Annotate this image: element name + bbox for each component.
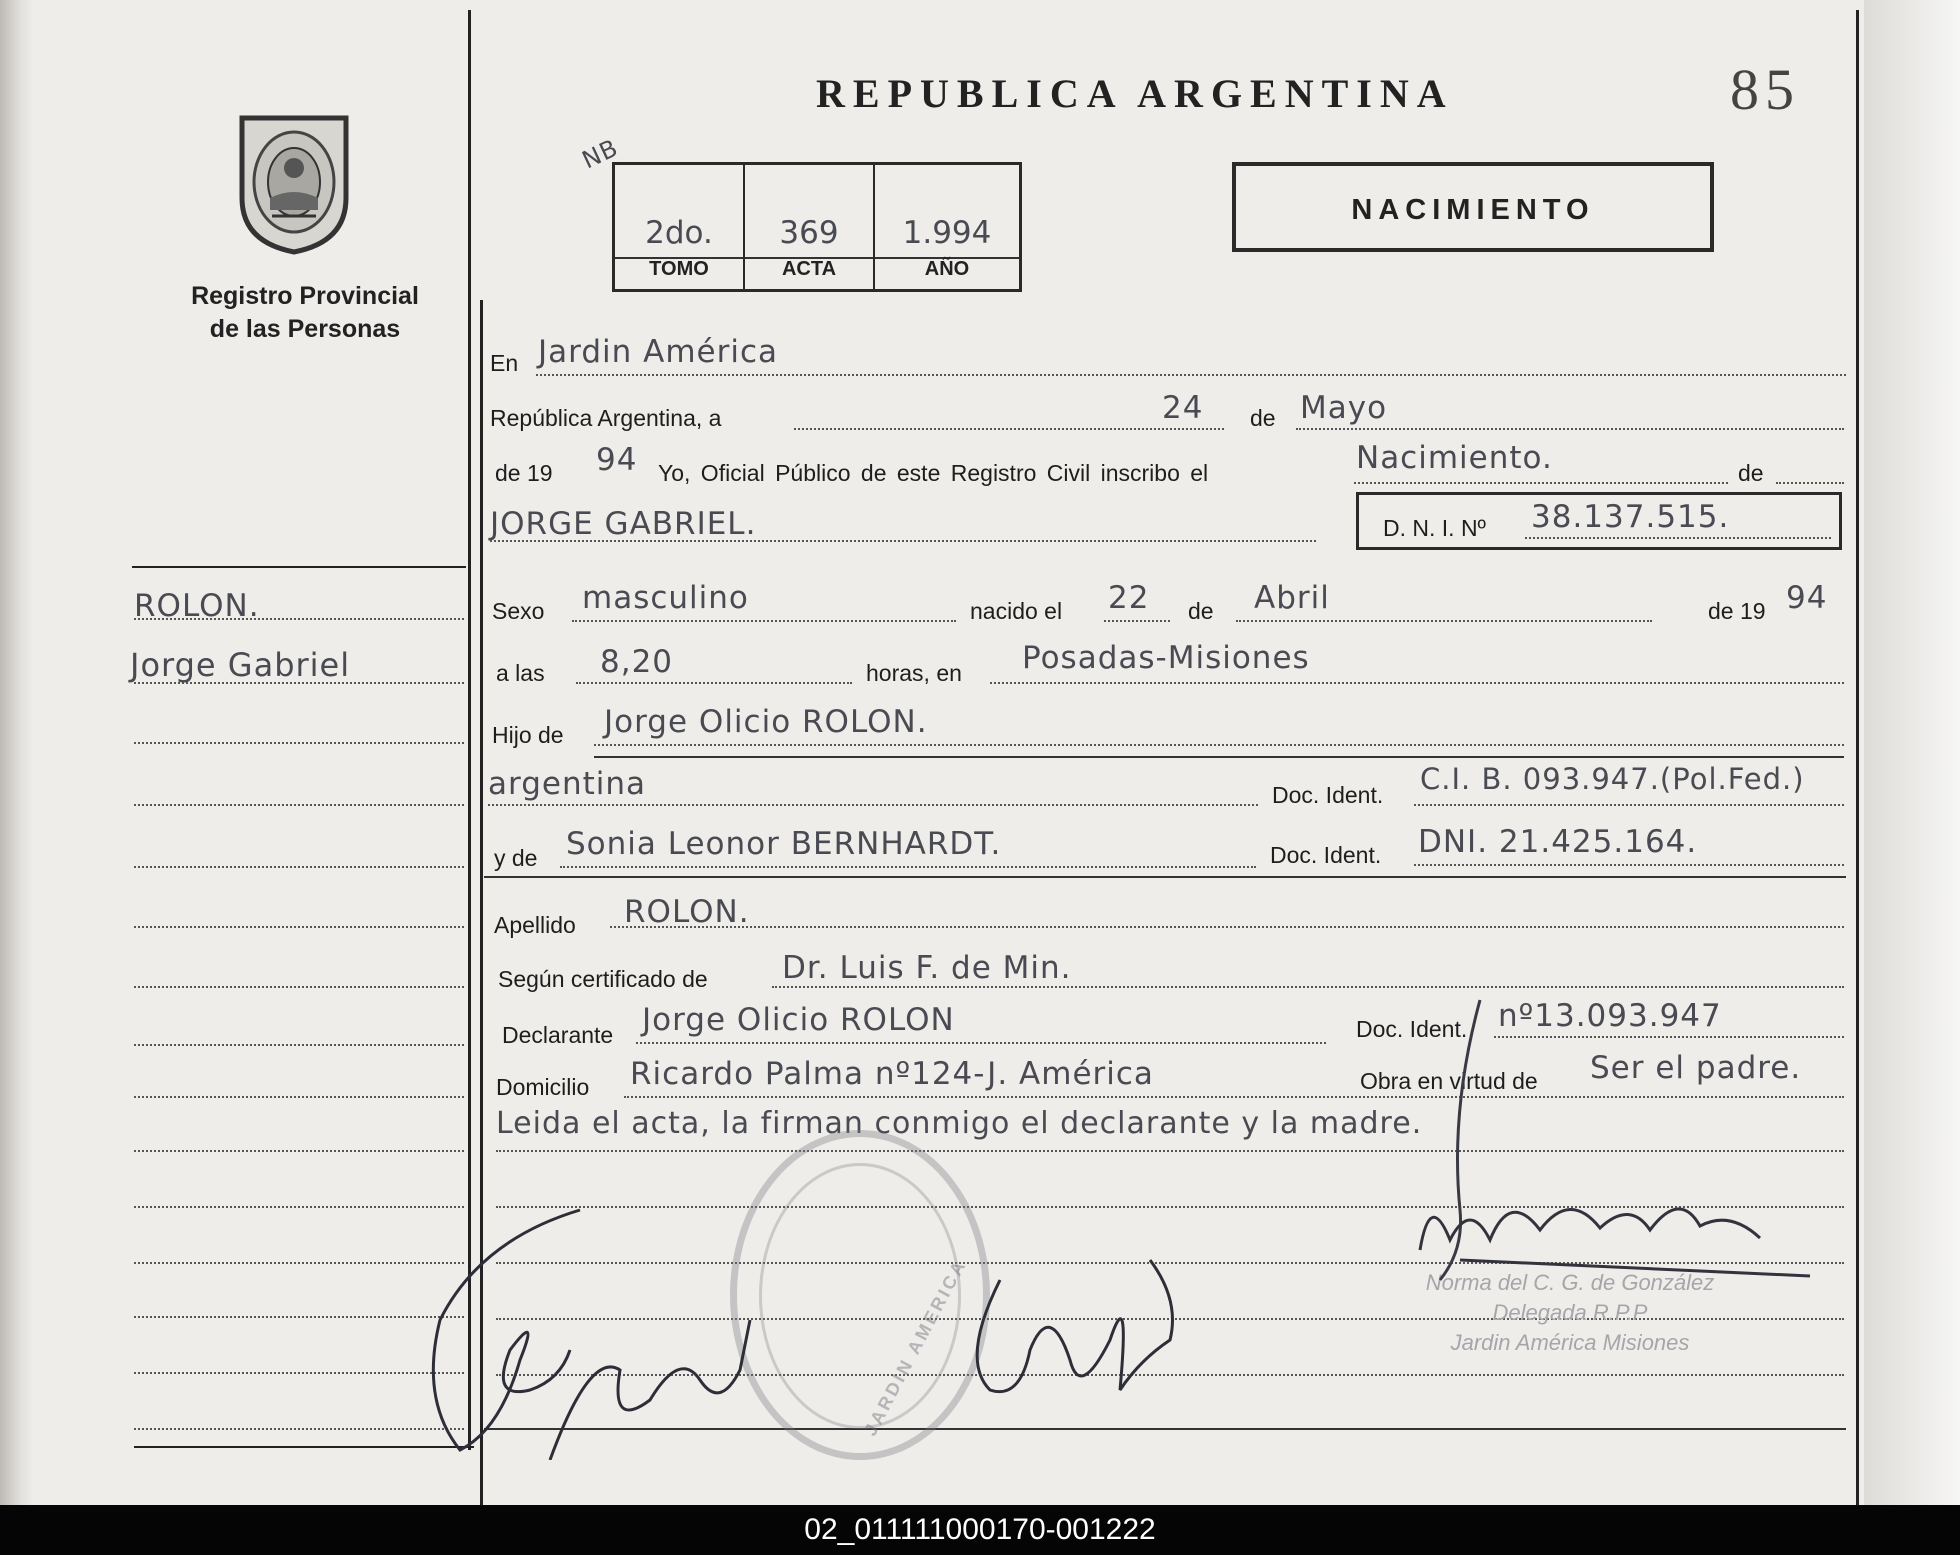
margin-line-8: [134, 1044, 464, 1046]
margin-line-7: [134, 986, 464, 988]
mother-name: Sonia Leonor BERNHARDT.: [566, 826, 1002, 862]
birth-month-line: [1236, 620, 1652, 622]
country-title: REPUBLICA ARGENTINA: [816, 71, 1454, 116]
margin-line-3: [134, 742, 464, 744]
dni-label: D. N. I. Nº: [1383, 515, 1486, 541]
apellido-line: [610, 926, 1844, 928]
dni-value: 38.137.515.: [1531, 499, 1730, 535]
mother-doc-line: [1414, 864, 1844, 866]
official-signature-icon: [1400, 990, 1820, 1300]
birth-time-line: [576, 682, 852, 684]
birth-month: Abril: [1254, 580, 1330, 616]
birth-place: Posadas-Misiones: [1022, 640, 1310, 676]
page-number: 85: [1730, 57, 1800, 122]
registry-name: [160, 280, 450, 346]
margin-surname: ROLON.: [134, 588, 260, 624]
margin-line-12: [134, 1262, 464, 1264]
apellido-label: Apellido: [494, 912, 576, 938]
declarante-value: Jorge Olicio ROLON: [642, 1002, 955, 1038]
ano-label: AÑO: [924, 258, 970, 280]
obra-label: Obra en virtud de: [1360, 1068, 1538, 1094]
obra-value: Ser el padre.: [1590, 1050, 1802, 1086]
margin-top-rule: [132, 566, 466, 568]
certificado-line: [772, 986, 1844, 988]
margin-line-15: [134, 1428, 464, 1430]
tomo-label: TOMO: [649, 258, 709, 280]
acta-cell: [745, 165, 875, 289]
de19-label: de 19: [495, 460, 553, 486]
certificado-label: Según certificado de: [498, 966, 708, 992]
record-type-label: NACIMIENTO: [1351, 194, 1595, 226]
birth-time: 8,20: [600, 644, 674, 680]
en-line: [536, 374, 1846, 376]
day-line: [794, 428, 1224, 430]
month-value: Mayo: [1300, 390, 1388, 426]
dni-line: [1525, 537, 1831, 539]
mother-line: [560, 866, 1256, 868]
margin-line-11: [134, 1206, 464, 1208]
act-type-value: Nacimiento.: [1356, 440, 1553, 476]
mother-doc: DNI. 21.425.164.: [1418, 824, 1698, 860]
domicilio-value: Ricardo Palma nº124-J. América: [630, 1056, 1154, 1092]
ano-cell: [875, 165, 1019, 289]
margin-line-14: [134, 1372, 464, 1374]
book-mark: NB: [577, 133, 623, 175]
doc-ident-label-2: Doc. Ident.: [1270, 842, 1382, 868]
alas-label: a las: [496, 660, 545, 686]
birth-place-line: [990, 682, 1844, 684]
child-name-line: [490, 540, 1316, 542]
image-filename: 02_011111000170-001222: [0, 1505, 1960, 1555]
margin-line-13: [134, 1316, 464, 1318]
margin-line-6: [134, 926, 464, 928]
registry-line1: Registro Provincial: [191, 282, 419, 310]
day-value: 24: [1162, 390, 1204, 426]
nacido-label: nacido el: [970, 598, 1063, 624]
birth-year: 94: [1786, 580, 1828, 616]
domicilio-label: Domicilio: [496, 1074, 590, 1100]
mother-rule: [484, 876, 1846, 878]
de-label-3: de: [1188, 598, 1214, 624]
year-value: 94: [596, 442, 638, 478]
father-nationality: argentina: [488, 766, 647, 802]
record-type-box: [1232, 162, 1714, 252]
father-rule: [594, 756, 1844, 758]
provincial-seal-icon: [222, 102, 366, 256]
declarante-label: Declarante: [502, 1022, 614, 1048]
doc-ident-label-3: Doc. Ident.: [1356, 1016, 1468, 1042]
closing-text: Leida el acta, la firman conmigo el declarante y la madre.: [496, 1106, 1423, 1141]
de19-label-2: de 19: [1708, 598, 1766, 624]
tomo-cell: [615, 165, 745, 289]
declarante-line: [636, 1042, 1326, 1044]
republica-label: República Argentina, a: [490, 405, 722, 431]
book-spine: [0, 0, 34, 1505]
sexo-label: Sexo: [492, 598, 545, 624]
de-label: de: [1250, 405, 1276, 431]
main-right-border: [1856, 10, 1859, 1505]
sexo-line: [572, 620, 956, 622]
margin-line-5: [134, 866, 464, 868]
child-name: JORGE GABRIEL.: [490, 506, 757, 542]
margin-names: Jorge Gabriel: [130, 646, 351, 684]
official-place: Jardin América Misiones: [1450, 1330, 1690, 1355]
official-title: Delegada R.P.P: [1492, 1300, 1648, 1325]
book-reference-table: [612, 162, 1022, 292]
birth-day-line: [1104, 620, 1170, 622]
stamp-text: JARDIN AMERICA: [860, 1255, 971, 1440]
en-label: En: [490, 350, 519, 376]
act-type-line: [1354, 482, 1728, 484]
tomo-value: 2do.: [645, 215, 713, 251]
margin-line-9: [134, 1096, 464, 1098]
ano-value: 1.994: [902, 215, 992, 251]
birth-day: 22: [1108, 580, 1150, 616]
doc-ident-label: Doc. Ident.: [1272, 782, 1384, 808]
acta-label: ACTA: [781, 258, 837, 280]
nationality-line: [488, 804, 1258, 806]
declarant-signature-icon: [420, 1200, 760, 1460]
margin-line-4: [134, 804, 464, 806]
apellido-value: ROLON.: [624, 894, 750, 930]
sexo-value: masculino: [582, 580, 749, 616]
father-doc: C.I. B. 093.947.(Pol.Fed.): [1420, 762, 1805, 796]
horas-label: horas, en: [866, 660, 962, 686]
de-label-2: de: [1738, 460, 1764, 486]
place-value: Jardin América: [538, 334, 779, 370]
father-line: [594, 744, 1844, 746]
mother-signature-icon: [960, 1240, 1190, 1430]
acta-value: 369: [779, 215, 839, 251]
declarante-doc: nº13.093.947: [1498, 998, 1722, 1034]
father-doc-line: [1414, 804, 1844, 806]
official-name: Norma del C. G. de González: [1425, 1270, 1715, 1295]
hijo-label: Hijo de: [492, 722, 564, 748]
page-edge: [1864, 0, 1960, 1505]
yde-label: y de: [494, 845, 538, 871]
margin-line-10: [134, 1150, 464, 1152]
yo-label: Yo, Oficial Público de este Registro Civil inscribo el: [658, 460, 1209, 486]
doctor-value: Dr. Luis F. de Min.: [782, 950, 1072, 986]
dni-box: [1356, 492, 1842, 550]
de-line: [1776, 482, 1844, 484]
father-name: Jorge Olicio ROLON.: [604, 704, 928, 740]
registry-line2: de las Personas: [209, 315, 401, 343]
month-line: [1296, 428, 1844, 430]
registry-stamp: [730, 1130, 990, 1460]
